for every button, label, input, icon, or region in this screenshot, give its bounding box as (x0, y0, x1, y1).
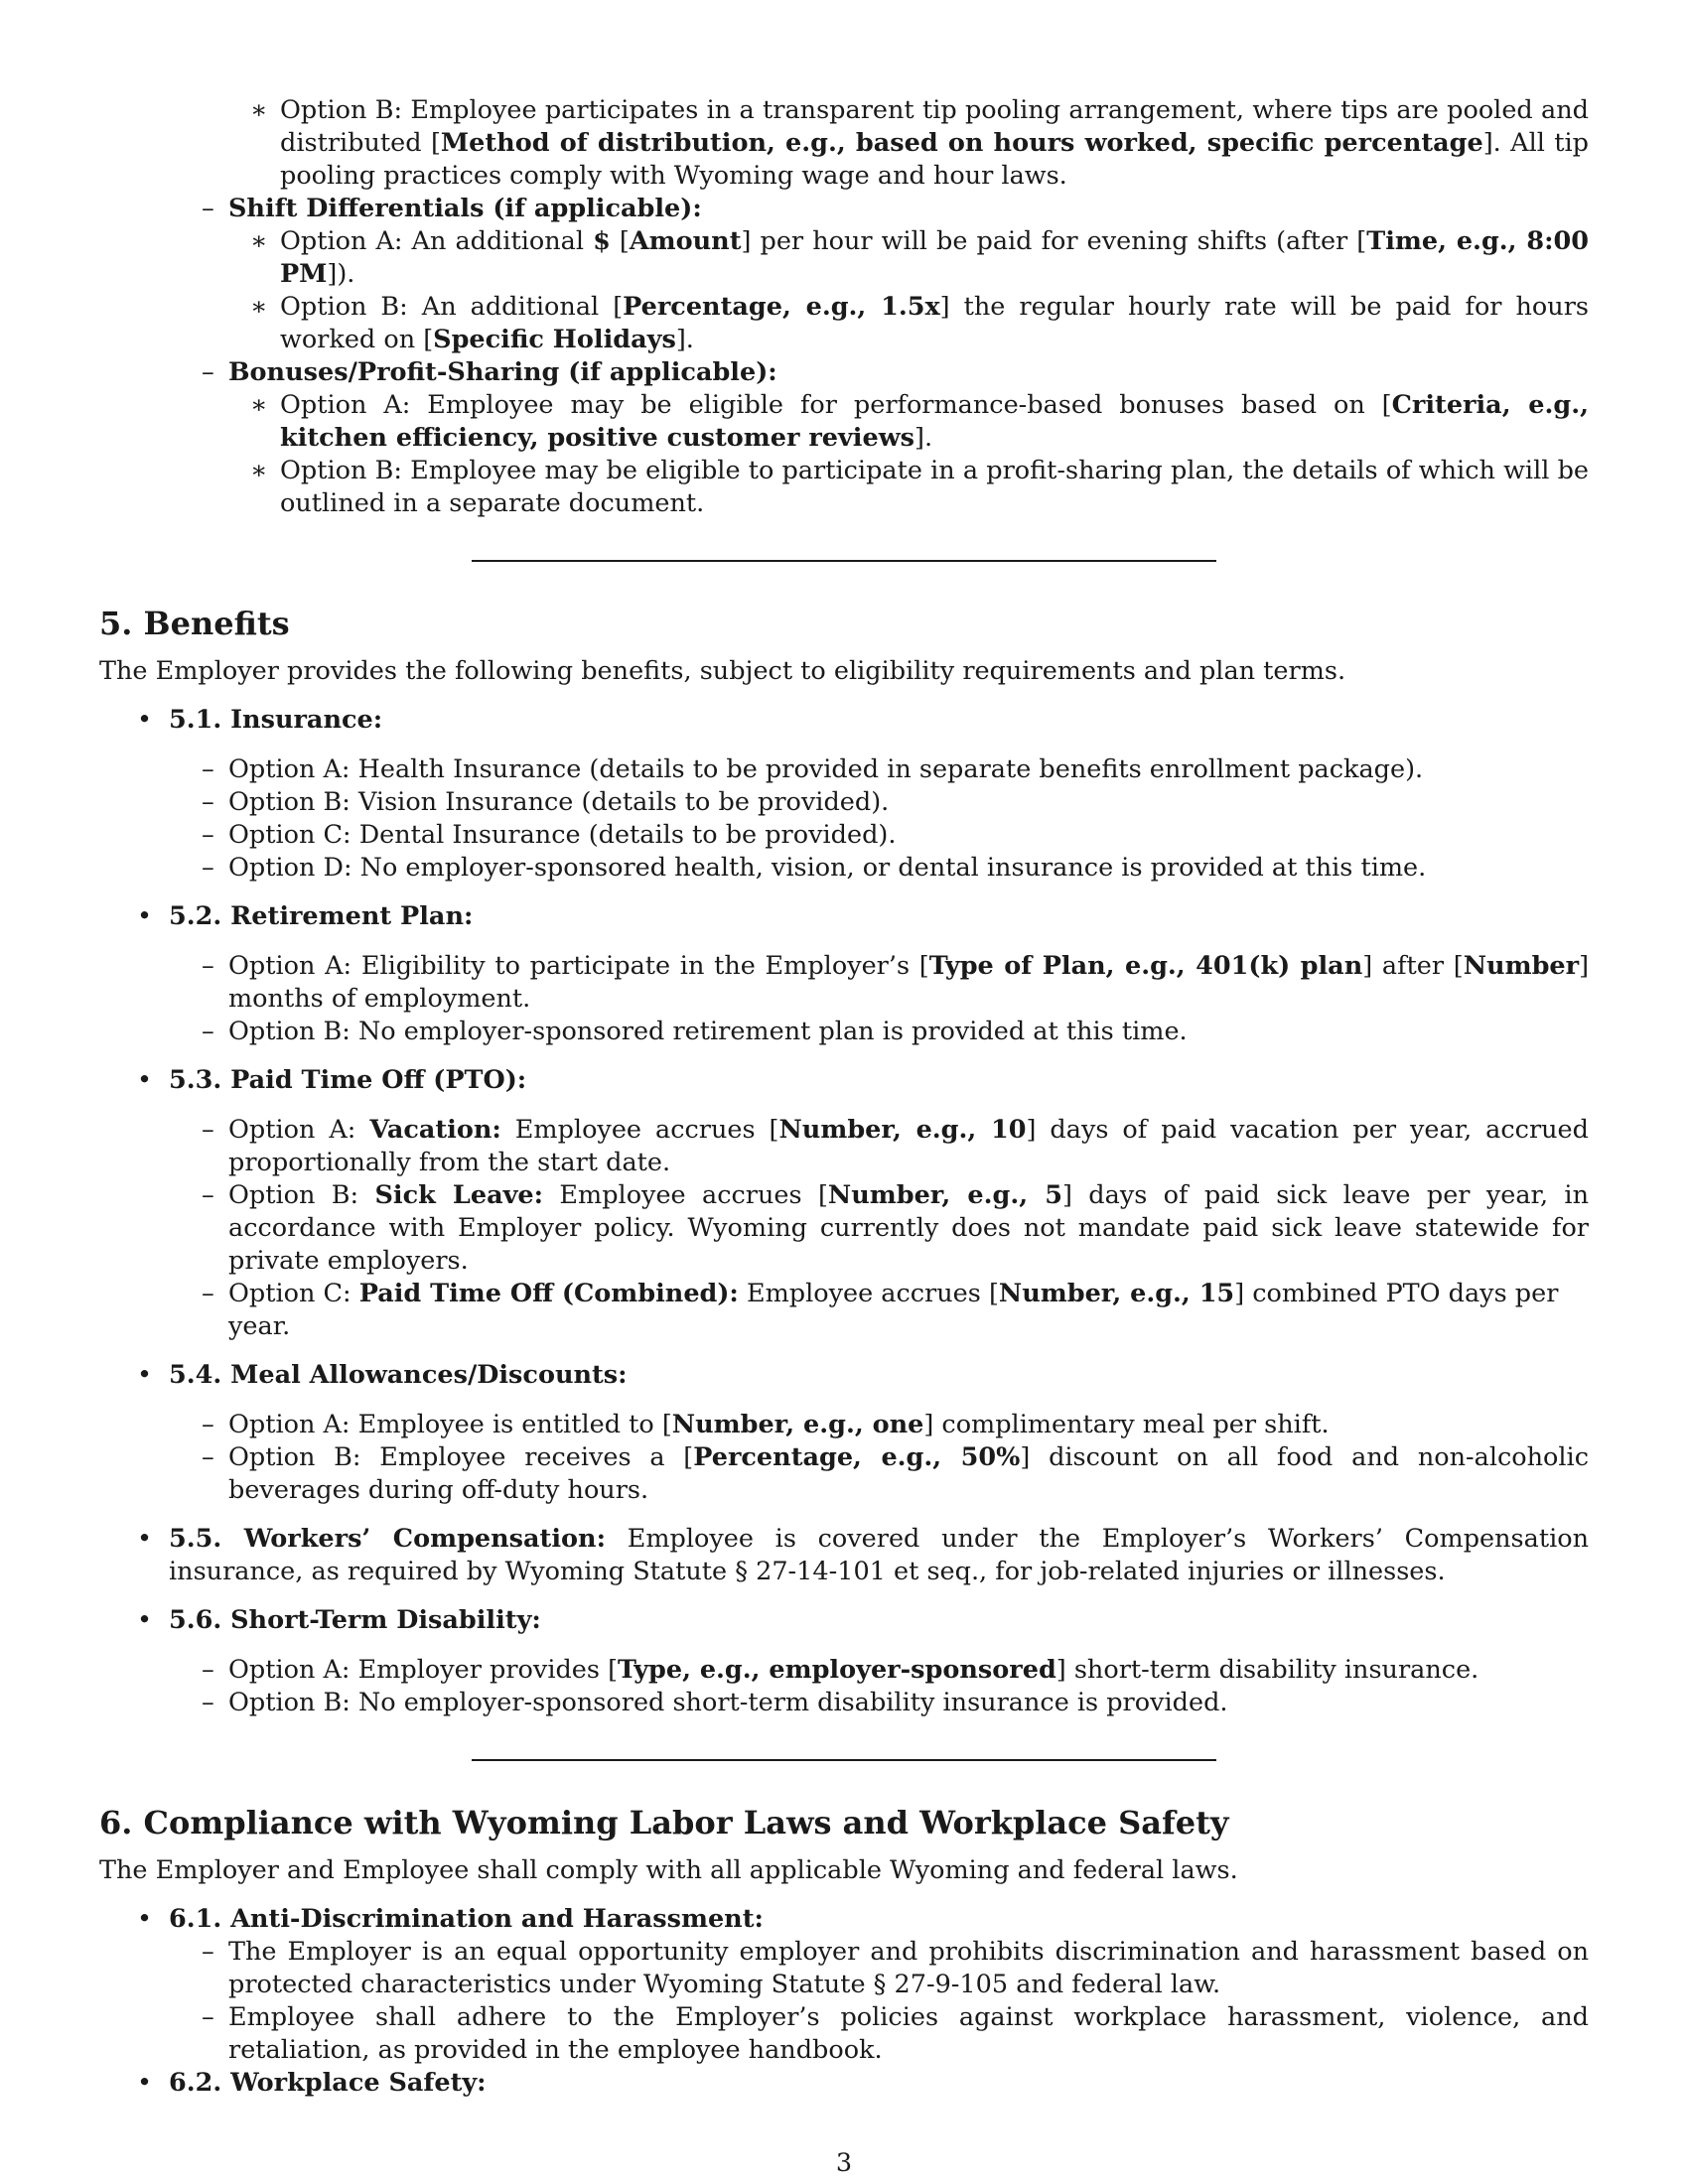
list-item: – Option B: Sick Leave: Employee accrues [Number, e.g., 5] days of paid sick leave per year, in accordance with Employer policy. Wyoming currently does not mandate paid sick leave statewide for private employers. (202, 1180, 1589, 1276)
star-marker: ∗ (250, 390, 268, 420)
shift-option-a: ∗ Option A: An additional $ [Amount] per hour will be paid for evening shifts (after [Time, e.g., 8:00 PM]). (250, 226, 1590, 289)
tip-pooling-option-b: ∗ Option B: Employee participates in a transparent tip pooling arrangement, where tips are pooled and distributed [Method of distribution, e.g., based on hours worked, specific percentage]. All tip pooling practices comply with Wyoming wage and hour laws. (250, 95, 1590, 191)
section-5-heading: 5. Benefits (99, 605, 290, 642)
bullet-marker: • (137, 901, 153, 931)
star-marker: ∗ (250, 456, 268, 485)
anti-discrimination-items (99, 1936, 1589, 2067)
dash-marker: – (202, 194, 214, 223)
bullet-marker: • (137, 1904, 153, 1934)
bullet-marker: • (137, 2068, 153, 2098)
std-options (99, 1654, 1589, 1719)
benefit-meal: • 5.4. Meal Allowances/Discounts: (137, 1360, 628, 1390)
dash-marker: – (202, 1180, 214, 1210)
section-6-heading: 6. Compliance with Wyoming Labor Laws and Workplace Safety (99, 1804, 1229, 1842)
benefit-pto: • 5.3. Paid Time Off (PTO): (137, 1065, 527, 1095)
bullet-marker: • (137, 705, 153, 735)
meal-options (99, 1409, 1589, 1507)
section-5-intro: The Employer provides the following benefits, subject to eligibility requirements and plan terms. (99, 656, 1346, 686)
dash-marker: – (202, 1279, 214, 1308)
compliance-anti-discrimination: • 6.1. Anti-Discrimination and Harassment: (137, 1904, 764, 1934)
list-item: – Option A: Employer provides [Type, e.g., employer-sponsored] short-term disability insurance. (202, 1655, 1479, 1685)
dash-marker: – (202, 1442, 214, 1472)
dash-marker: – (202, 2002, 214, 2032)
dash-marker: – (202, 1017, 214, 1046)
list-item: – Option A: Vacation: Employee accrues [Number, e.g., 10] days of paid vacation per year, accrued proportionally from the start date. (202, 1115, 1589, 1177)
shift-option-b: ∗ Option B: An additional [Percentage, e.g., 1.5x] the regular hourly rate will be paid for hours worked on [Specific Holidays]. (250, 292, 1589, 354)
dash-marker: – (202, 820, 214, 850)
list-item: – Option B: No employer-sponsored retirement plan is provided at this time. (202, 1017, 1188, 1046)
list-item: – Employee shall adhere to the Employer’s policies against workplace harassment, violence, and retaliation, as provided in the employee handbook. (202, 2002, 1589, 2065)
benefit-retirement: • 5.2. Retirement Plan: (137, 901, 474, 931)
star-marker: ∗ (250, 95, 268, 125)
bullet-marker: • (137, 1065, 153, 1095)
dash-marker: – (202, 1688, 214, 1717)
benefit-insurance: • 5.1. Insurance: (137, 705, 383, 735)
dash-marker: – (202, 1937, 214, 1967)
list-item: – Option B: Employee receives a [Percentage, e.g., 50%] discount on all food and non-alcoholic beverages during off-duty hours. (202, 1442, 1589, 1505)
star-marker: ∗ (250, 226, 268, 256)
dash-marker: – (202, 1410, 214, 1439)
dash-marker: – (202, 754, 214, 784)
dash-marker: – (202, 1655, 214, 1685)
document-page (99, 94, 1589, 2100)
bonus-option-a: ∗ Option A: Employee may be eligible for performance-based bonuses based on [Criteria, e.g., kitchen efficiency, positive customer reviews]. (250, 390, 1589, 453)
list-item: – Option B: Vision Insurance (details to be provided). (202, 787, 890, 817)
bonuses-heading: – Bonuses/Profit-Sharing (if applicable): (202, 357, 777, 387)
pto-options (99, 1114, 1589, 1343)
dash-marker: – (202, 951, 214, 981)
section-divider (472, 1759, 1216, 1761)
shift-differentials-heading: – Shift Differentials (if applicable): (202, 194, 702, 223)
bullet-marker: • (137, 1605, 153, 1635)
dash-marker: – (202, 357, 214, 387)
list-item: – Option A: Employee is entitled to [Number, e.g., one] complimentary meal per shift. (202, 1410, 1330, 1439)
list-item: – Option C: Paid Time Off (Combined): Employee accrues [Number, e.g., 15] combined PTO days per year. (202, 1279, 1559, 1341)
bullet-marker: • (137, 1524, 153, 1554)
compliance-workplace-safety: • 6.2. Workplace Safety: (137, 2068, 487, 2098)
dash-marker: – (202, 1115, 214, 1145)
benefit-workers-comp: • 5.5. Workers’ Compensation: Employee is covered under the Employer’s Workers’ Compensation insurance, as required by Wyoming Statute § 27-14-101 et seq., for job-related injuries or illnesses. (137, 1524, 1590, 1586)
dash-marker: – (202, 853, 214, 883)
list-item: – Option A: Eligibility to participate in the Employer’s [Type of Plan, e.g., 401(k) plan] after [Number] months of employment. (202, 951, 1590, 1014)
benefit-short-term-disability: • 5.6. Short-Term Disability: (137, 1605, 541, 1635)
section-6-intro: The Employer and Employee shall comply with all applicable Wyoming and federal laws. (99, 1855, 1238, 1885)
list-item: – Option C: Dental Insurance (details to be provided). (202, 820, 897, 850)
section-divider (472, 560, 1216, 562)
list-item: – Option A: Health Insurance (details to be provided in separate benefits enrollment package). (202, 754, 1424, 784)
page-number: 3 (835, 2148, 853, 2178)
retirement-options (99, 950, 1589, 1048)
list-item: – The Employer is an equal opportunity employer and prohibits discrimination and harassment based on protected characteristics under Wyoming Statute § 27-9-105 and federal law. (202, 1937, 1589, 1999)
dash-marker: – (202, 787, 214, 817)
list-item: – Option D: No employer-sponsored health, vision, or dental insurance is provided at this time. (202, 853, 1427, 883)
list-item: – Option B: No employer-sponsored short-term disability insurance is provided. (202, 1688, 1228, 1717)
star-marker: ∗ (250, 292, 268, 322)
insurance-options (99, 753, 1589, 885)
bullet-marker: • (137, 1360, 153, 1390)
bonus-option-b: ∗ Option B: Employee may be eligible to participate in a profit-sharing plan, the details of which will be outlined in a separate document. (250, 456, 1589, 518)
